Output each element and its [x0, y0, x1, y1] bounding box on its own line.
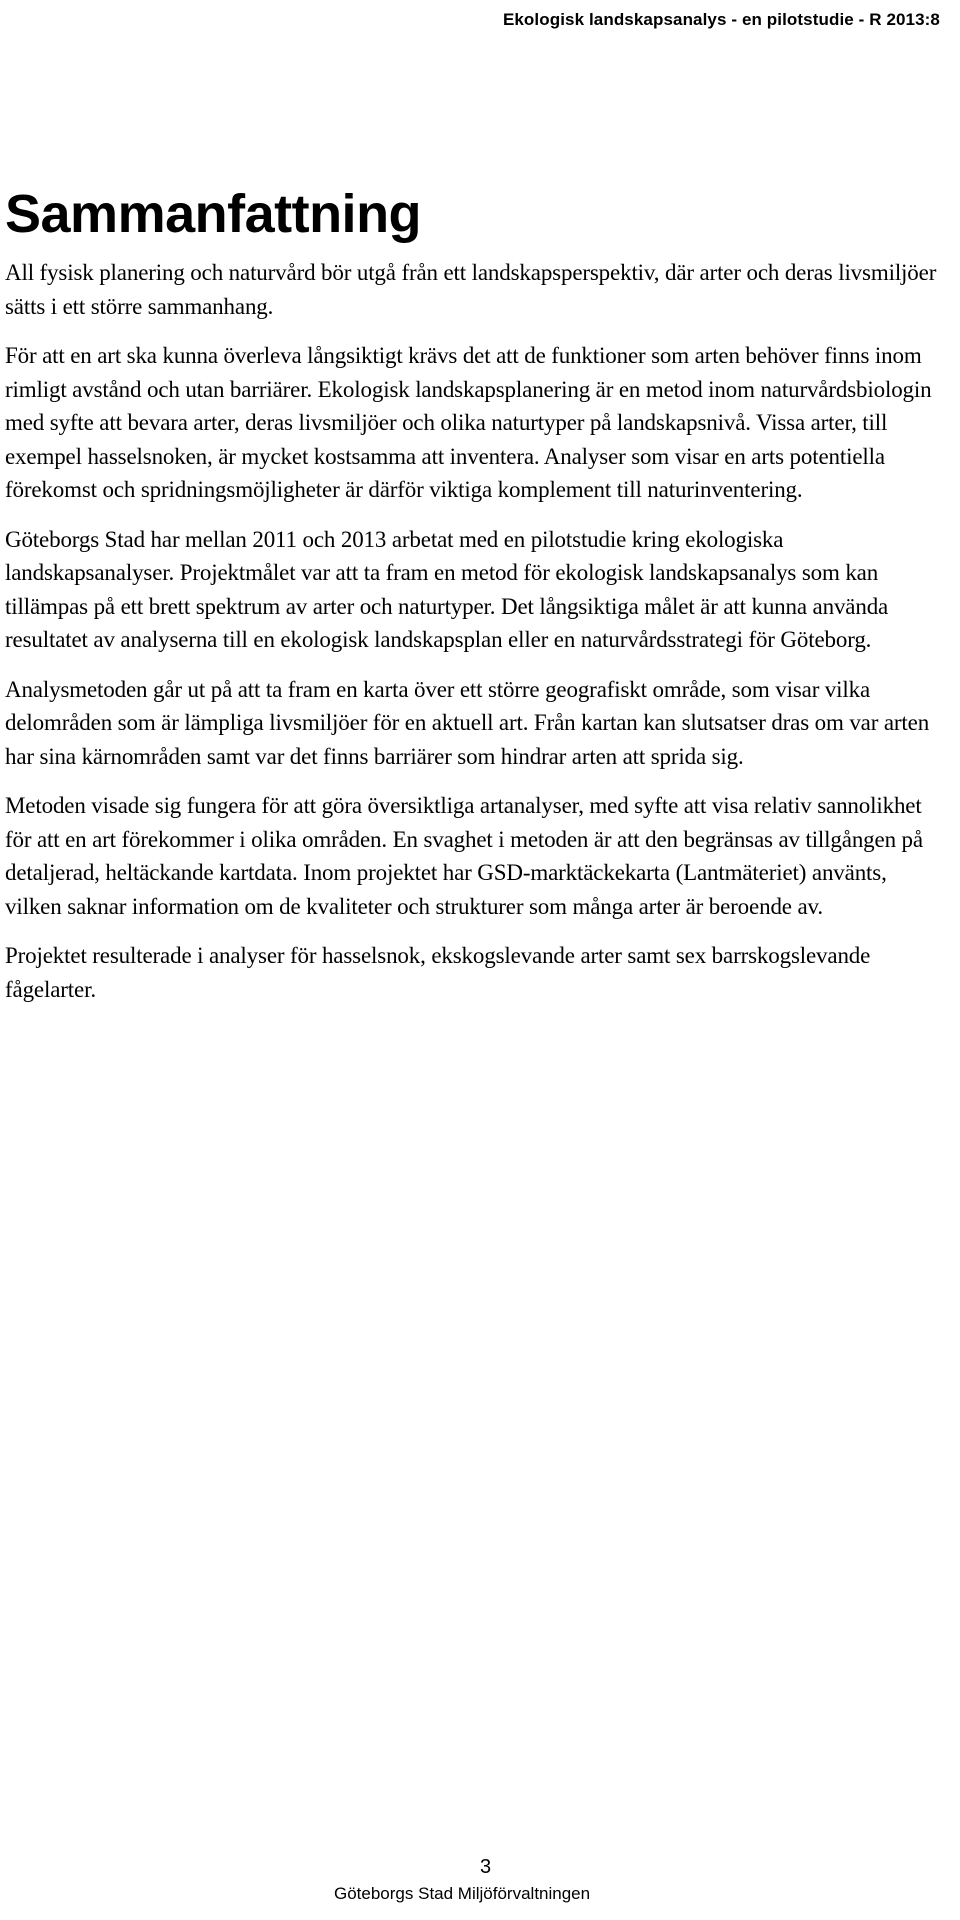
paragraph: Metoden visade sig fungera för att göra översiktliga artanalyser, med syfte att visa relativ sannolikhet för att en art förekommer i olika områden. En svaghet i metoden är att den begränsas av tillgången på detaljerad, heltäckande kartdata. Inom projektet har GSD-marktäckekarta (Lantmäteriet) använts, vilken saknar information om de kvaliteter och strukturer som många arter är beroende av.: [5, 793, 923, 919]
paragraph: All fysisk planering och naturvård bör utgå från ett landskapsperspektiv, där arter och deras livsmiljöer sätts i ett större sammanhang.: [5, 260, 937, 319]
paragraph: Projektet resulterade i analyser för hasselsnok, ekskogslevande arter samt sex barrskogslevande fågelarter.: [5, 943, 871, 1002]
running-header: Ekologisk landskapsanalys - en pilotstudie - R 2013:8: [502, 10, 940, 29]
paragraph: Göteborgs Stad har mellan 2011 och 2013 arbetat med en pilotstudie kring ekologiska landskapsanalyser. Projektmålet var att ta fram en metod för ekologisk landskapsanalys som kan tillämpas på ett brett spektrum av arter och naturtyper. Det långsiktiga målet är att kunna använda resultatet av analyserna till en ekologisk landskapsplan eller en naturvårdsstrategi för Göteborg.: [5, 526, 889, 652]
footer-organization: Göteborgs Stad Miljöförvaltningen: [334, 1884, 591, 1903]
paragraph: För att en art ska kunna överleva långsiktigt krävs det att de funktioner som arten behöver finns inom rimligt avstånd och utan barriärer. Ekologisk landskapsplanering är en metod inom naturvårdsbiologin med syfte att bevara arter, deras livsmiljöer och olika naturtyper på landskapsnivå. Vissa arter, till exempel hasselsnoken, är mycket kostsamma att inventera. Analyser som visar en arts potentiella förekomst och spridningsmöjligheter är därför viktiga komplement till naturinventering.: [5, 343, 932, 502]
paragraph: Analysmetoden går ut på att ta fram en karta över ett större geografiskt område, som visar vilka delområden som är lämpliga livsmiljöer för en aktuell art. Från kartan kan slutsatser dras om var arten har sina kärnområden samt var det finns barriärer som hindrar arten att sprida sig.: [5, 676, 930, 769]
page-title: Sammanfattning: [5, 184, 422, 244]
body-text: [5, 256, 940, 1022]
page-number: 3: [480, 1856, 492, 1878]
